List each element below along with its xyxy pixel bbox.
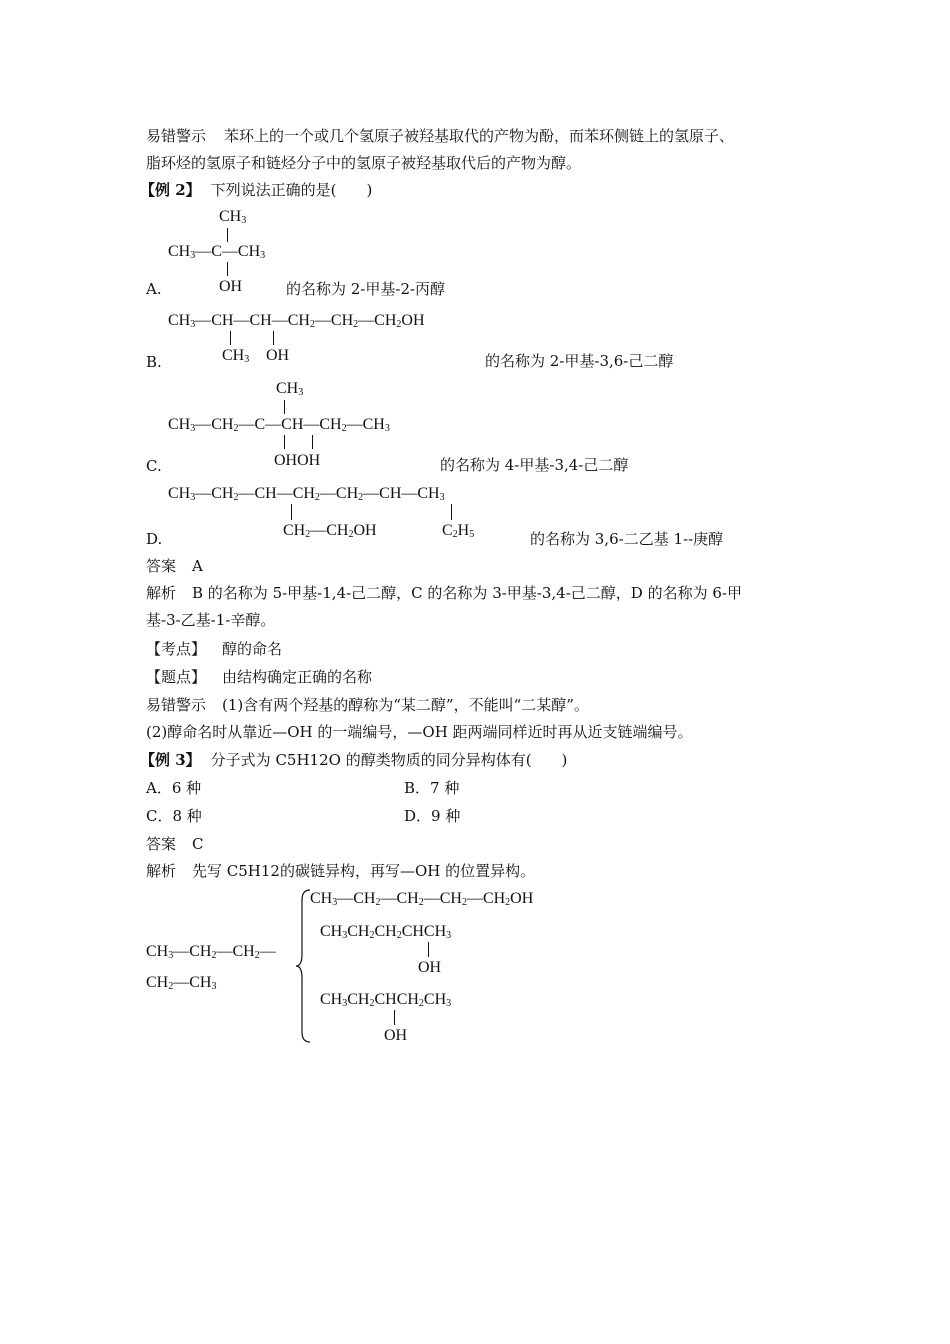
ex3-left-chain2: $CH_2—CH_3$ bbox=[146, 974, 217, 992]
optB-sub1: $CH_3$ bbox=[222, 347, 250, 365]
optC-bottom-groups: OHOH bbox=[274, 452, 321, 469]
optD-bond-2 bbox=[451, 504, 452, 520]
ex2-analysis-label: 解析 bbox=[146, 584, 177, 602]
curly-brace-icon bbox=[294, 888, 314, 1044]
optD-label: D. bbox=[146, 530, 163, 548]
optD-sub2: $C_2H_5$ bbox=[442, 522, 475, 540]
tip1-text1: 苯环上的一个或几个氢原子被羟基取代的产物为酚，而苯环侧链上的氢原子、 bbox=[224, 127, 735, 145]
ex2-answer: A bbox=[192, 557, 203, 575]
ex3-isomer-2-oh: OH bbox=[418, 959, 442, 976]
optC-top-group: $CH_3$ bbox=[276, 380, 304, 398]
ex3-isomer-2-bond bbox=[428, 942, 429, 957]
optA-bottom-group: OH bbox=[219, 278, 243, 295]
ex2-kaodian-line bbox=[146, 639, 282, 659]
optC-bond-down1 bbox=[284, 435, 285, 449]
optA-label: A. bbox=[146, 280, 162, 298]
ex2-tag: 【例 2】 bbox=[140, 181, 201, 199]
tip1-line1 bbox=[146, 126, 734, 146]
optA-main-chain: $CH_3—C—CH_3$ bbox=[168, 243, 266, 261]
ex2-answer-line bbox=[146, 556, 203, 576]
ex2-analysis-line1 bbox=[146, 583, 742, 603]
ex2-tip-line2: (2)醇命名时从靠近—OH 的一端编号，—OH 距两端同样近时再从近支链端编号。 bbox=[146, 723, 693, 741]
ex3-option-c: C．8 种 bbox=[146, 807, 202, 825]
ex2-kaodian-label: 【考点】 bbox=[146, 640, 207, 658]
ex3-option-a: A．6 种 bbox=[146, 779, 202, 797]
ex3-isomer-2: $CH_3CH_2CH_2CHCH_3$ bbox=[320, 923, 452, 941]
optD-bond-1 bbox=[291, 504, 292, 520]
ex2-question: 下列说法正确的是( ) bbox=[210, 181, 373, 199]
optC-bond-up bbox=[284, 400, 285, 414]
optB-label: B. bbox=[146, 353, 162, 371]
ex2-analysis-line2: 基-3-乙基-1-辛醇。 bbox=[146, 611, 276, 629]
optC-desc: 的名称为 4-甲基-3,4-己二醇 bbox=[440, 456, 629, 474]
ex2-analysis-text1: B 的名称为 5-甲基-1,4-己二醇，C 的名称为 3-甲基-3,4-己二醇，D 的名称为 6-甲 bbox=[192, 584, 742, 602]
optC-bond-down2 bbox=[312, 435, 313, 449]
ex2-answer-label: 答案 bbox=[146, 557, 177, 575]
optB-bond-1 bbox=[230, 331, 231, 345]
ex2-kaodian: 醇的命名 bbox=[222, 640, 283, 658]
ex3-analysis-label: 解析 bbox=[146, 862, 177, 880]
ex2-question-line bbox=[140, 180, 372, 200]
ex3-isomer-3-oh: OH bbox=[384, 1027, 408, 1044]
optA-top-group: $CH_3$ bbox=[219, 208, 247, 226]
optD-main-chain: $CH_3—CH_2—CH—CH_2—CH_2—CH—CH_3$ bbox=[168, 485, 445, 503]
optC-label: C. bbox=[146, 457, 162, 475]
ex3-isomer-3-bond bbox=[394, 1010, 395, 1025]
optB-bond-2 bbox=[273, 331, 274, 345]
ex2-tip-text1: (1)含有两个羟基的醇称为“某二醇”，不能叫“二某醇”。 bbox=[222, 696, 589, 714]
ex2-tidian-line bbox=[146, 667, 372, 687]
ex2-tidian-label: 【题点】 bbox=[146, 668, 207, 686]
ex3-analysis-line bbox=[146, 861, 535, 881]
ex2-tip-line1 bbox=[146, 695, 589, 715]
optC-main-chain: $CH_3—CH_2—C—CH—CH_2—CH_3$ bbox=[168, 416, 390, 434]
ex3-answer-line bbox=[146, 834, 204, 854]
ex3-question-line bbox=[140, 750, 567, 770]
optB-sub2: OH bbox=[266, 347, 290, 364]
optD-desc: 的名称为 3,6-二乙基 1--庚醇 bbox=[530, 530, 724, 548]
optD-sub1: $CH_2—CH_2OH$ bbox=[283, 522, 377, 540]
optB-main-chain: $CH_3—CH—CH—CH_2—CH_2—CH_2OH$ bbox=[168, 312, 425, 330]
ex3-question: 分子式为 C5H12O 的醇类物质的同分异构体有( ) bbox=[210, 751, 568, 769]
ex3-answer-label: 答案 bbox=[146, 835, 177, 853]
ex3-answer: C bbox=[192, 835, 204, 853]
ex3-option-b: B．7 种 bbox=[404, 779, 460, 797]
optA-bond-down bbox=[227, 262, 228, 276]
ex3-tag: 【例 3】 bbox=[140, 751, 201, 769]
tip1-line2: 脂环烃的氢原子和链烃分子中的氢原子被羟基取代后的产物为醇。 bbox=[146, 154, 582, 172]
ex3-isomer-1: $CH_3—CH_2—CH_2—CH_2—CH_2OH$ bbox=[310, 890, 534, 908]
ex2-tidian: 由结构确定正确的名称 bbox=[222, 668, 373, 686]
ex3-option-d: D．9 种 bbox=[404, 807, 461, 825]
optB-desc: 的名称为 2-甲基-3,6-己二醇 bbox=[485, 352, 674, 370]
optA-desc: 的名称为 2-甲基-2-丙醇 bbox=[286, 280, 446, 298]
tip1-label: 易错警示 bbox=[146, 127, 207, 145]
ex2-tip-label: 易错警示 bbox=[146, 696, 207, 714]
ex3-left-chain1: $CH_3—CH_2—CH_2—$ bbox=[146, 943, 276, 961]
optA-bond-up bbox=[227, 228, 228, 242]
ex3-isomer-3: $CH_3CH_2CHCH_2CH_3$ bbox=[320, 991, 452, 1009]
ex3-analysis: 先写 C5H12的碳链异构，再写—OH 的位置异构。 bbox=[192, 862, 536, 880]
